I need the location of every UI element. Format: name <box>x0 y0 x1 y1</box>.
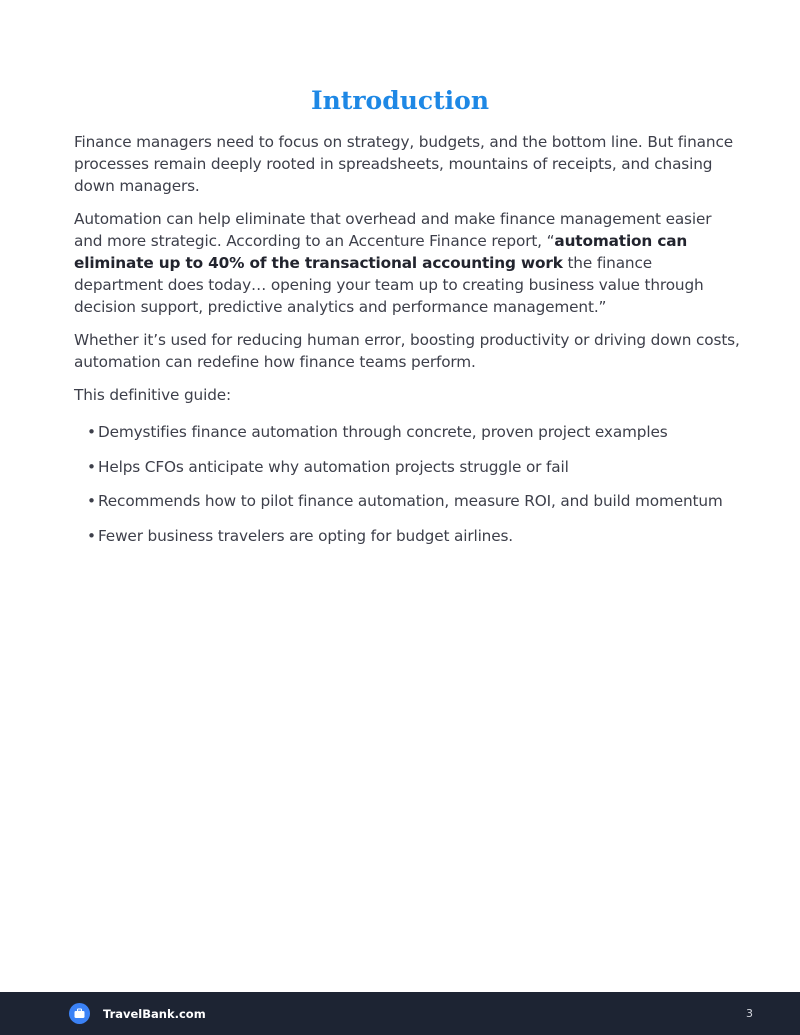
page-title: Introduction <box>310 86 490 115</box>
bullet-icon: • <box>87 526 96 545</box>
page-number: 3 <box>746 1007 753 1020</box>
briefcase-icon <box>74 1008 85 1019</box>
paragraph-guide-intro: This definitive guide: <box>74 386 232 404</box>
footer-brand-link[interactable]: TravelBank.com <box>103 1007 206 1021</box>
body-content <box>74 131 744 559</box>
page-footer <box>0 992 800 1035</box>
list-item-text: Recommends how to pilot finance automation, measure ROI, and build momentum <box>98 492 723 510</box>
list-item <box>87 525 744 547</box>
travelbank-logo <box>69 1003 90 1024</box>
bullet-icon: • <box>87 457 96 476</box>
list-item <box>87 490 744 512</box>
list-item-text: Helps CFOs anticipate why automation projects struggle or fail <box>98 457 569 476</box>
paragraph-accenture-quote <box>74 208 744 318</box>
quote-trailing-text: the finance department does today… opening your team up to creating business value through decision support, predictive analytics and performance management.” <box>74 254 704 316</box>
bullet-icon: • <box>87 492 96 510</box>
list-item-text: Fewer business travelers are opting for budget airlines. <box>98 526 514 545</box>
paragraph-intro: Finance managers need to focus on strategy, budgets, and the bottom line. But finance processes remain deeply rooted in spreadsheets, mountains of receipts, and chasing down managers. <box>74 133 733 195</box>
list-item <box>87 456 744 478</box>
quote-lead-text: Automation can help eliminate that overhead and make finance management easier and more strategic. According to an Accenture Finance report, “ <box>74 210 712 250</box>
list-item-text: Demystifies finance automation through concrete, proven project examples <box>98 423 668 441</box>
list-item <box>87 421 744 443</box>
bullet-icon: • <box>87 423 96 441</box>
guide-bullet-list <box>74 421 744 547</box>
paragraph-automation-benefits: Whether it’s used for reducing human error, boosting productivity or driving down costs, automation can redefine how finance teams perform. <box>74 331 740 371</box>
quote-highlight: automation can eliminate up to 40% of the transactional accounting work <box>74 232 688 272</box>
